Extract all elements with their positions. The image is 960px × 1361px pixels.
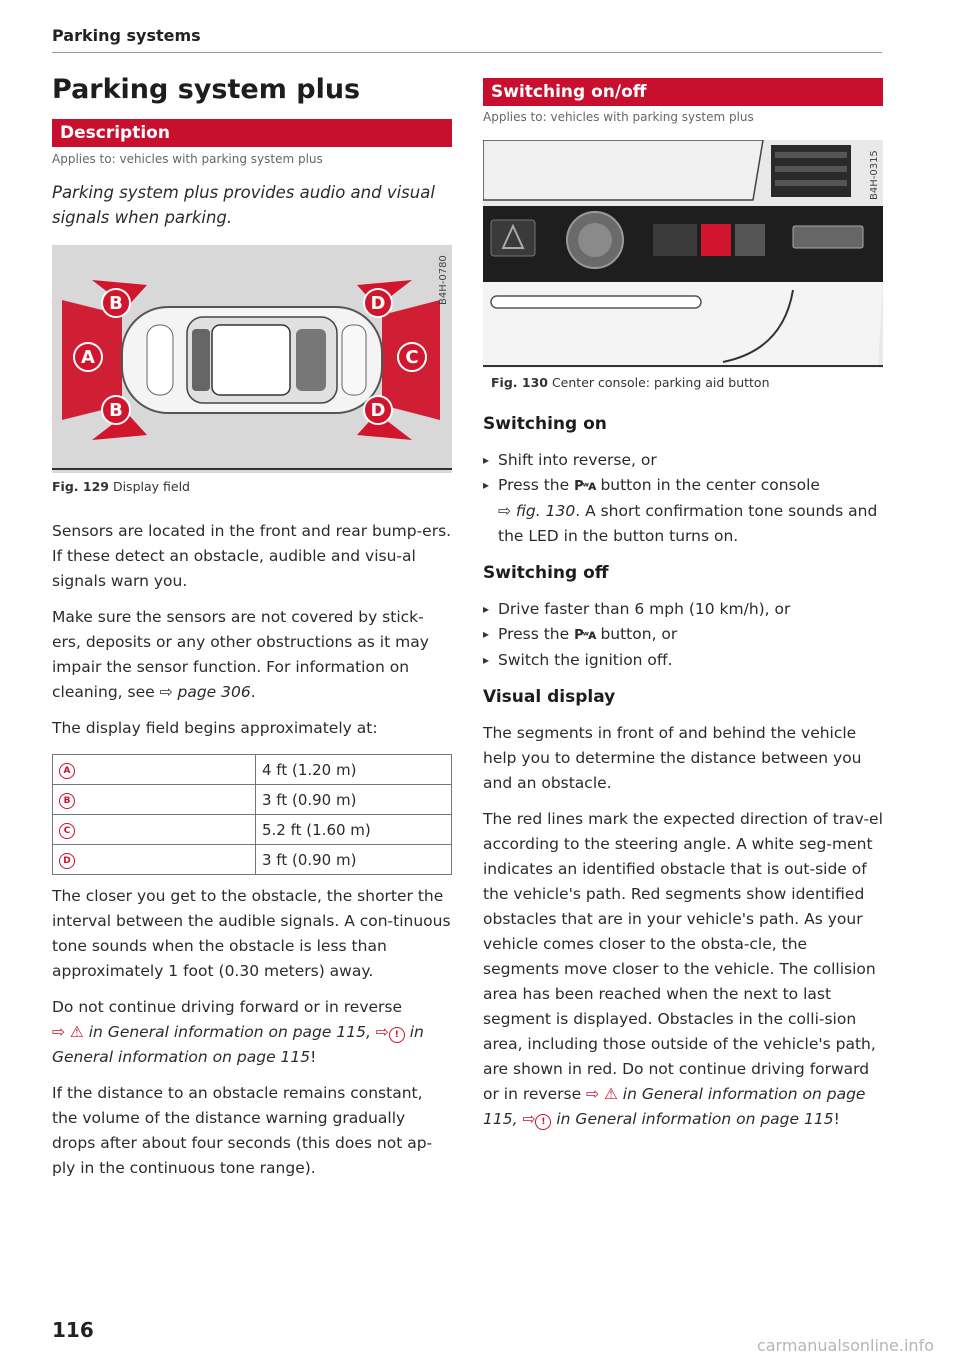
paragraph-cleaning-text: Make sure the sensors are not covered by stick-ers, deposits or any other obstructions as it may impair the sensor function. For information on cleaning, see <box>52 608 429 701</box>
zone-a-symbol: A <box>59 763 75 779</box>
table-row <box>53 785 452 815</box>
paragraph-segments: The segments in front of and behind the vehicle help you to determine the distance between you and an obstacle. <box>483 724 862 792</box>
page-306-link[interactable]: ⇨ page 306 <box>159 683 251 701</box>
table-row <box>53 755 452 785</box>
list-item <box>483 473 883 549</box>
paragraph-sensors: Sensors are located in the front and rear bump-ers. If these detect an obstacle, audible and visu-al signals warn you. <box>52 522 452 590</box>
applies-note-right: Applies to: vehicles with parking system plus <box>483 110 754 124</box>
zone-d-symbol: D <box>59 853 75 869</box>
table-cell-symbol <box>53 755 256 785</box>
display-field-illustration <box>52 245 452 473</box>
arrow-icon: ⇨ <box>522 1110 536 1128</box>
table-cell-value: 3 ft (0.90 m) <box>256 785 452 815</box>
paragraph-cleaning-end: . <box>250 683 256 701</box>
figure-129 <box>52 245 452 473</box>
warning-triangle-icon: ⚠ <box>603 1085 618 1103</box>
red-lines-end: ! <box>833 1110 840 1128</box>
warning-text: Do not continue driving forward or in reverse <box>52 998 403 1016</box>
applies-note: Applies to: vehicles with parking system plus <box>52 152 323 166</box>
table-cell-value: 5.2 ft (1.60 m) <box>256 815 452 845</box>
distance-table <box>52 754 452 875</box>
table-cell-symbol <box>53 845 256 875</box>
table-row <box>53 815 452 845</box>
parking-aid-button-icon: Pʷᴀ <box>574 628 596 643</box>
table-row <box>53 845 452 875</box>
page-title: Parking system plus <box>52 74 361 105</box>
zone-label-b-top: B <box>109 293 123 314</box>
figure-code: B4H-0780 <box>438 255 449 305</box>
list-item-text: Press the <box>498 625 575 643</box>
list-item-text: button, or <box>595 625 678 643</box>
description-bar: Description <box>52 119 452 147</box>
zone-label-d-bottom: D <box>370 400 386 421</box>
list-item-text: Press the <box>498 476 575 494</box>
general-info-link-1[interactable]: in General information on page 115, <box>83 1023 376 1041</box>
table-cell-symbol <box>53 785 256 815</box>
header-rule <box>52 52 882 53</box>
figure-caption-text-right: Center console: parking aid button <box>551 375 770 390</box>
arrow-icon: ⇨ <box>375 1023 389 1041</box>
red-lines-text: The red lines mark the expected direction of trav-el according to the steering angle. A white seg-ment indicates an identified obstacle that is out-side of the vehicle's path. Red segments show identified obstacles that are in your vehicle's path. As your vehicle comes closer to the obsta-cle, the segments move closer to the vehicle. The collision area has been reached when the next to last segment is displayed. Obstacles in the colli-sion area, including those outside of the vehicle's path, are shown in red. Do not continue driving forward or in reverse <box>483 810 883 1103</box>
notice-circle-icon: ! <box>389 1027 405 1043</box>
table-cell-value: 3 ft (0.90 m) <box>256 845 452 875</box>
figure-130-caption <box>491 375 883 390</box>
figure-number-right: Fig. 130 <box>491 375 548 390</box>
heading-switching-on: Switching on <box>483 414 607 434</box>
list-item: ▸ Shift into reverse, or <box>483 448 883 473</box>
running-header: Parking systems <box>52 26 201 45</box>
fig-130-link[interactable]: ⇨ fig. 130 <box>498 502 576 520</box>
list-item-text: . A short confirmation tone sounds and the LED in the button turns on. <box>498 502 878 545</box>
paragraph-warning <box>52 995 452 1070</box>
list-item <box>483 622 883 648</box>
general-info-link-4[interactable]: in General information on page 115 <box>551 1110 834 1128</box>
switching-off-list <box>483 597 883 673</box>
list-item-text: button in the center console <box>595 476 820 494</box>
heading-switching-off: Switching off <box>483 563 609 583</box>
heading-visual-display: Visual display <box>483 687 616 707</box>
warning-triangle-icon: ⚠ <box>69 1023 84 1041</box>
center-console-illustration <box>483 140 883 368</box>
figure-caption-text: Display field <box>112 479 190 494</box>
zone-label-a: A <box>81 347 95 368</box>
list-item: ▸ Drive faster than 6 mph (10 km/h), or <box>483 597 883 622</box>
zone-label-b-bottom: B <box>109 400 123 421</box>
figure-129-caption <box>52 479 452 494</box>
site-watermark: carmanualsonline.info <box>756 1336 934 1355</box>
paragraph-volume: If the distance to an obstacle remains constant, the volume of the distance warning gradually drops after about four seconds (this does not ap-ply in the continuous tone range). <box>52 1084 433 1177</box>
page-number: 116 <box>52 1318 94 1342</box>
warning-end: ! <box>310 1048 317 1066</box>
figure-code-right: B4H-0315 <box>869 150 880 200</box>
paragraph-cleaning <box>52 605 452 705</box>
general-info-link-2[interactable]: in General information on page 115 <box>52 1023 424 1066</box>
parking-aid-button-icon: Pʷᴀ <box>574 479 596 494</box>
general-info-link-3[interactable]: in General information on page 115, <box>483 1085 866 1128</box>
notice-circle-icon: ! <box>535 1114 551 1130</box>
paragraph-display-field: The display field begins approximately at: <box>52 719 378 737</box>
zone-b-symbol: B <box>59 793 75 809</box>
lead-text: Parking system plus provides audio and visual signals when parking. <box>52 183 435 227</box>
switching-on-list <box>483 448 883 549</box>
zone-label-c: C <box>405 347 419 368</box>
arrow-icon: ⇨ <box>52 1023 70 1041</box>
zone-label-d-top: D <box>370 293 386 314</box>
table-cell-symbol <box>53 815 256 845</box>
figure-130 <box>483 140 883 368</box>
arrow-icon: ⇨ <box>586 1085 604 1103</box>
figure-number: Fig. 129 <box>52 479 109 494</box>
paragraph-red-lines <box>483 807 883 1132</box>
table-cell-value: 4 ft (1.20 m) <box>256 755 452 785</box>
list-item: ▸ Switch the ignition off. <box>483 648 883 673</box>
zone-c-symbol: C <box>59 823 75 839</box>
switching-bar: Switching on/off <box>483 78 883 106</box>
paragraph-interval: The closer you get to the obstacle, the shorter the interval between the audible signals. A con-tinuous tone sounds when the obstacle is less than approximately 1 foot (0.30 meters) away. <box>52 887 451 980</box>
